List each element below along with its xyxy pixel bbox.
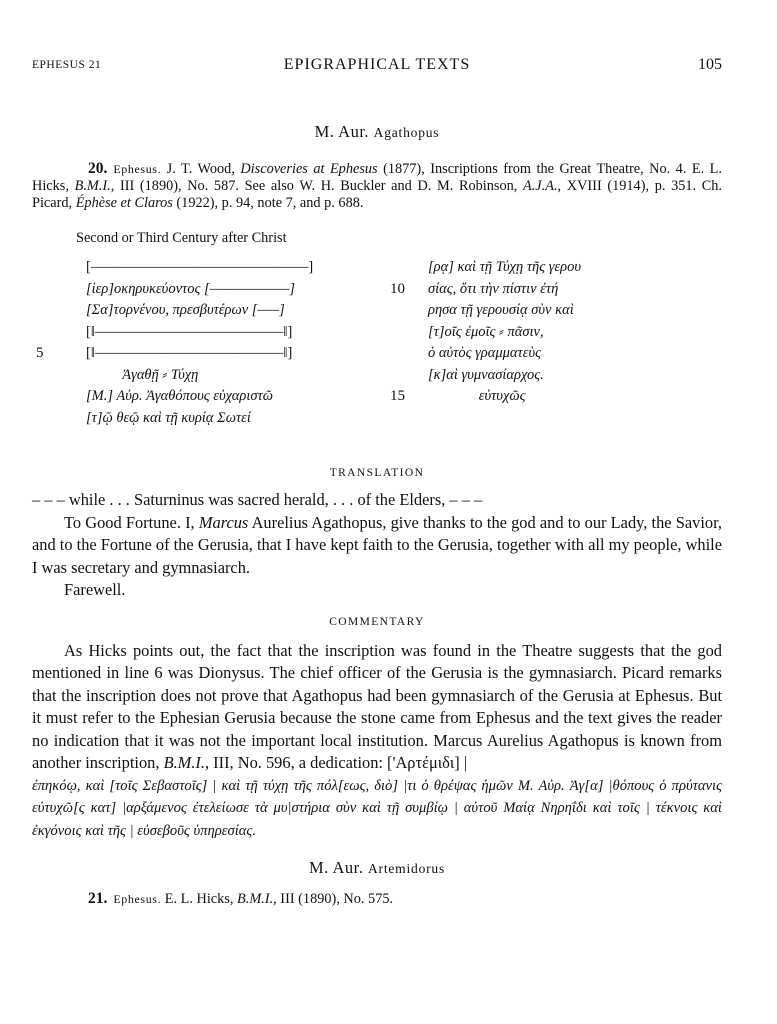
inscription-text (32, 257, 722, 449)
entry-number: 20. (88, 160, 108, 177)
biblio-text: J. T. Wood, (161, 161, 241, 177)
commentary-text (32, 640, 722, 843)
line-number: 10 (390, 280, 405, 297)
inscription-line: Ἀγαθῇ ⸗ Τύχῃ (86, 366, 199, 383)
inscription-line: [Μ.] Αὐρ. Ἀγαθόπους εὐχαριστῶ (86, 388, 273, 404)
inscription-line: [τ]ῷ θεῷ καὶ τῇ κυρίᾳ Σωτεί (86, 409, 251, 426)
section-title-artemidorus (32, 858, 722, 878)
section-title-prefix: M. Aur. (314, 122, 370, 141)
inscription-line: σίας, ὅτι τὴν πίστιν ἐτή (428, 280, 559, 297)
running-head-left: EPHESUS 21 (32, 59, 102, 71)
commentary-run: , III, No. 596, a dedication: ['Αρτέμιδι] | (204, 753, 468, 772)
biblio-title: A.J.A. (523, 178, 558, 194)
inscription-left-column (86, 257, 386, 429)
entry-place: Ephesus. (113, 162, 162, 176)
entry-number: 21. (88, 890, 108, 907)
inscription-line: [ρᾳ] καὶ τῇ Τύχῃ τῆς γερου (428, 259, 582, 275)
biblio-text: E. L. Hicks, (161, 891, 238, 907)
biblio-text: (1922), p. 94, note 7, and p. 688. (172, 195, 364, 211)
translation-text (32, 489, 722, 602)
translation-run: To Good Fortune. I, (64, 512, 199, 532)
entry-place: Ephesus. (113, 892, 162, 906)
commentary-para (32, 640, 722, 775)
inscription-line: [––––––––––––––––––––––––––––––] (86, 259, 314, 275)
translation-para: Farewell. (64, 580, 126, 599)
translation-run: Aurelius Agathopus, give thanks to the god and to our Lady, the Savior, and to the Fortune of the Gerusia, that I have kept faith to the Gerusia, together with all my people, while I was secretary and gymnasiarch. (32, 512, 722, 577)
inscription-line: ρησα τῇ γερουσίᾳ σὺν καὶ (428, 302, 574, 318)
biblio-text: (1877), Inscriptions from the Great Theatre, No. 4. E. L. Hicks, (32, 161, 722, 194)
line-number: 5 (36, 345, 44, 361)
commentary-run: As Hicks points out, the fact that the inscription was found in the Theatre suggests that the god mentioned in line 6 was Dionysus. The chief officer of the Gerusia is the gymnasiarch. Picard remarks that the inscription does not prove that Agathopus had been gymnasiarch of the Gerusia at Ephesus. But it must refer to the Ephesian Gerusia because the stone came from Ephesus and the text gives the reader no indication that it was not the important local institution. Marcus Aurelius Agathopus is known from another inscription, (32, 640, 722, 772)
inscription-line: [‖––––––––––––––––––––––––––‖] (86, 323, 293, 340)
line-number: 15 (390, 388, 405, 404)
section-title-name: Artemidorus (367, 861, 446, 876)
inscription-line: [κ]αὶ γυμνασίαρχος. (428, 366, 544, 383)
translation-para: – – – while . . . Saturninus was sacred herald, . . . of the Elders, – – – (32, 490, 483, 509)
inscription-line: [τ]οῖς ἐμοῖς ⸗ πᾶσιν, (428, 323, 544, 340)
biblio-title: Discoveries at Ephesus (240, 161, 378, 177)
translation-para (32, 512, 722, 580)
biblio-title: B.M.I. (74, 178, 111, 194)
section-title-agathopus (32, 122, 722, 142)
biblio-text: , III (1890), No. 587. See also W. H. Buckler and D. M. Robinson, (110, 178, 523, 194)
inscription-line: ὁ αὐτὸς γραμματεὺς (428, 345, 541, 361)
biblio-title: Éphèse et Claros (75, 195, 173, 211)
bibliography-entry-20 (32, 160, 722, 212)
inscription-line: [ἱερ]οκηρυκεύοντος [–––––––––––] (86, 280, 296, 297)
biblio-text: , III (1890), No. 575. (273, 891, 394, 907)
section-title-prefix: M. Aur. (308, 858, 364, 877)
page (32, 52, 722, 908)
section-title-name: Agathopus (373, 125, 440, 140)
inscription-line: [‖––––––––––––––––––––––––––‖] (86, 345, 293, 361)
inscription-line: [Σα]τορνένου, πρεσβυτέρων [–––] (86, 302, 285, 318)
commentary-greek-quote: ἐπηκόῳ, καὶ [τοῖς Σεβαστοῖς] | καὶ τῇ τύχῃ τῆς πόλ[εως, διὸ] |τι ὁ θρέψας ἡμῶν Μ. Αὐρ. Ἀγ[α] |θόπους ὁ πρύτανις εὐτυχῶ[ς κατ] |αρξάμενος ἐτελείωσε τὰ μυ|στήρια σὺν καὶ τῇ συμβίῳ | αὐτοῦ Μαίᾳ Νηρηΐδι καὶ τοῖς | τέκνοις καὶ ἐκγόνοις καὶ τῆς | εὐσεβοῦς ὑπηρεσίας. (32, 777, 722, 839)
running-head-title: EPIGRAPHICAL TEXTS (283, 56, 471, 73)
commentary-run: B.M.I. (163, 753, 205, 772)
commentary-heading: COMMENTARY (329, 615, 425, 628)
translation-run: Marcus (198, 512, 249, 532)
date-line: Second or Third Century after Christ (76, 230, 287, 246)
running-head (32, 52, 722, 82)
page-number: 105 (698, 56, 722, 73)
inscription-right-column (428, 257, 728, 408)
translation-heading: TRANSLATION (329, 467, 425, 479)
biblio-title: B.M.I. (237, 891, 274, 907)
bibliography-entry-21 (32, 890, 722, 908)
biblio-text: , XVIII (1914), p. 351. Ch. Picard, (32, 178, 722, 211)
inscription-line: εὐτυχῶς (428, 388, 526, 404)
